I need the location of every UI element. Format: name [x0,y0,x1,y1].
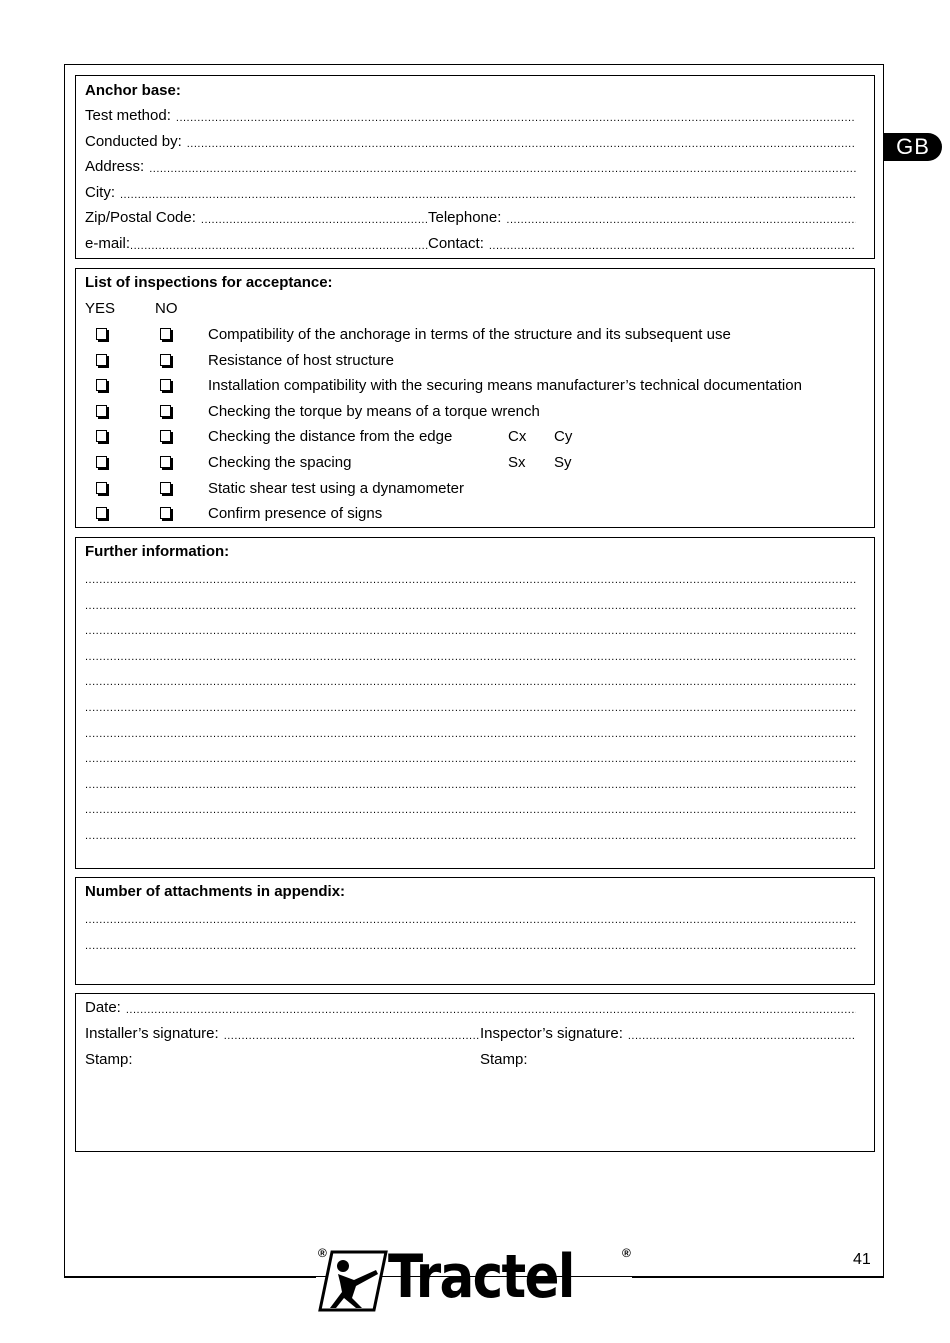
address-label: Address: [85,158,145,175]
yes-header: YES [85,300,116,317]
cx-label: Cx [508,428,527,446]
further-information-line[interactable] [85,830,856,844]
signatures-section [75,993,875,1152]
inspection-item-label: Installation compatibility with the securing means manufacturer’s technical documentation [208,377,802,395]
stamp-left-label: Stamp: [85,1051,133,1068]
cy-label: Cy [554,428,573,446]
worker-icon [318,1250,388,1312]
further-information-line[interactable] [85,702,856,716]
inspector-signature-label: Inspector’s signature: [480,1025,623,1042]
stamp-right-label: Stamp: [480,1051,528,1068]
address-field[interactable] [144,163,856,177]
inspection-item-label: Resistance of host structure [208,351,394,369]
further-information-line[interactable] [85,600,856,614]
language-tab: GB [884,133,942,161]
further-information-line[interactable] [85,753,856,767]
date-label: Date: [85,999,121,1016]
yes-checkbox[interactable] [96,482,107,494]
date-field[interactable] [121,1004,856,1018]
further-information-line[interactable] [85,779,856,793]
no-checkbox[interactable] [160,456,171,468]
installer-signature-field[interactable] [219,1030,480,1044]
telephone-label: Telephone: [428,209,502,226]
no-checkbox[interactable] [160,379,171,391]
further-information-line[interactable] [85,728,856,742]
registered-mark: ® [622,1246,631,1260]
city-label: City: [85,184,115,201]
email-field[interactable] [130,240,428,254]
further-information-line[interactable] [85,651,856,665]
no-checkbox[interactable] [160,354,171,366]
attachments-line[interactable] [85,940,856,954]
yes-checkbox[interactable] [96,507,107,519]
attachments-section [75,877,875,985]
section-title: Number of attachments in appendix: [85,883,346,900]
contact-field[interactable] [484,240,856,254]
sy-label: Sy [554,454,572,471]
inspection-item-label: Checking the spacing [208,454,352,471]
no-checkbox[interactable] [160,482,171,494]
yes-checkbox[interactable] [96,405,107,417]
section-title: Further information: [85,543,230,560]
yes-checkbox[interactable] [96,328,107,340]
further-information-section [75,537,875,869]
section-title: List of inspections for acceptance: [85,274,333,291]
inspection-item-label: Confirm presence of signs [208,505,383,523]
further-information-line[interactable] [85,676,856,690]
email-label: e-mail: [85,235,131,252]
yes-checkbox[interactable] [96,354,107,366]
yes-checkbox[interactable] [96,430,107,442]
footer-rule-left [64,1277,316,1278]
zip-label: Zip/Postal Code: [85,209,196,226]
inspection-item-label: Checking the torque by means of a torque wrench [208,402,540,420]
telephone-field[interactable] [501,214,856,228]
further-information-line[interactable] [85,804,856,818]
test-method-label: Test method: [85,107,171,124]
sx-label: Sx [508,454,526,471]
contact-label: Contact: [428,235,484,252]
inspector-signature-field[interactable] [623,1030,856,1044]
page-number: 41 [853,1251,871,1268]
zip-field[interactable] [196,214,428,228]
attachments-line[interactable] [85,914,856,928]
yes-checkbox[interactable] [96,456,107,468]
no-checkbox[interactable] [160,430,171,442]
installer-signature-label: Installer’s signature: [85,1025,219,1042]
no-checkbox[interactable] [160,328,171,340]
registered-mark: ® [318,1246,327,1260]
tractel-logo [318,1242,634,1312]
section-title: Anchor base: [85,82,181,99]
conducted-by-label: Conducted by: [85,133,182,150]
footer-rule-right [632,1277,884,1278]
logo-wordmark: Tractel [388,1242,574,1312]
inspection-item-label: Static shear test using a dynamometer [208,479,464,497]
inspections-section [75,268,875,528]
no-checkbox[interactable] [160,405,171,417]
inspection-item-label: Compatibility of the anchorage in terms of the structure and its subsequent use [208,326,731,343]
yes-checkbox[interactable] [96,379,107,391]
further-information-line[interactable] [85,625,856,639]
inspection-item-label: Checking the distance from the edge [208,428,453,446]
test-method-field[interactable] [171,112,856,126]
further-information-line[interactable] [85,574,856,588]
no-checkbox[interactable] [160,507,171,519]
anchor-base-section [75,75,875,259]
no-header: NO [155,300,178,317]
conducted-by-field[interactable] [182,138,856,152]
city-field[interactable] [115,189,856,203]
